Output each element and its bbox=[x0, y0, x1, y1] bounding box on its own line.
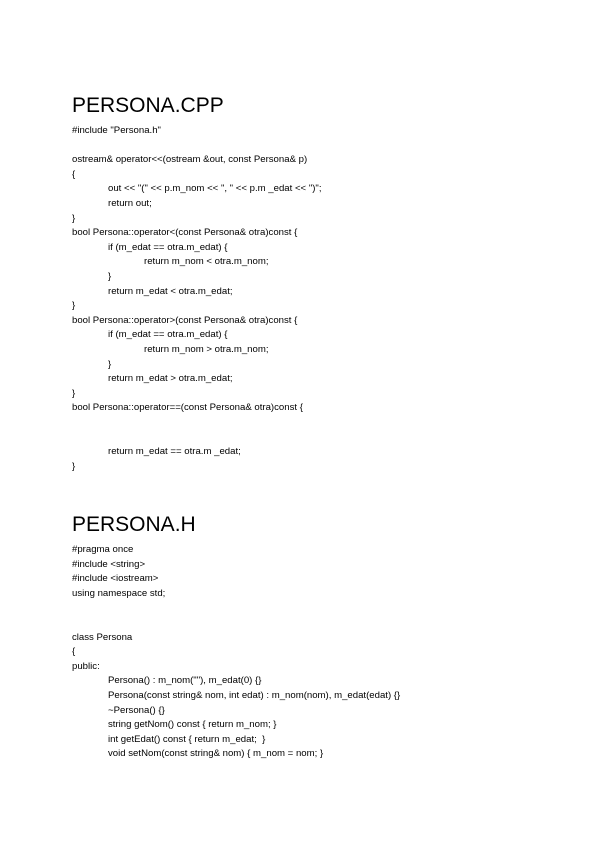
code-line: } bbox=[72, 300, 76, 312]
code-line bbox=[72, 616, 400, 631]
code-line: } bbox=[72, 212, 76, 224]
code-line: return m_nom > otra.m_nom; bbox=[144, 343, 269, 355]
code-line: string getNom() const { return m_nom; } bbox=[108, 719, 277, 731]
code-line: ostream& operator<<(ostream &out, const Persona& p) bbox=[72, 154, 308, 166]
code-line: if (m_edat == otra.m_edat) { bbox=[108, 329, 228, 341]
code-line: Persona(const string& nom, int edat) : m_nom(nom), m_edat(edat) {} bbox=[108, 689, 401, 701]
code-block-persona-h bbox=[72, 543, 400, 762]
code-line: #pragma once bbox=[72, 544, 134, 555]
code-line: #include <string> bbox=[72, 558, 146, 570]
code-line bbox=[72, 430, 322, 445]
code-line: return m_nom < otra.m_nom; bbox=[144, 256, 269, 268]
code-line: } bbox=[108, 270, 112, 282]
code-block-persona-cpp bbox=[72, 124, 322, 474]
code-line: #include "Persona.h" bbox=[72, 125, 161, 136]
code-line: return m_edat == otra.m _edat; bbox=[108, 446, 241, 458]
section-title-persona-cpp: PERSONA.CPP bbox=[72, 94, 224, 117]
code-line: { bbox=[72, 168, 76, 180]
code-line: if (m_edat == otra.m_edat) { bbox=[108, 241, 228, 253]
code-line: bool Persona::operator==(const Persona& otra)const { bbox=[72, 402, 303, 414]
code-line: } bbox=[72, 460, 76, 472]
code-line: Persona() : m_nom(""), m_edat(0) {} bbox=[108, 675, 262, 687]
code-line: class Persona bbox=[72, 631, 133, 643]
code-line: { bbox=[72, 646, 76, 658]
code-line: #include <iostream> bbox=[72, 573, 159, 585]
code-line: } bbox=[108, 358, 112, 370]
code-line: return m_edat > otra.m_edat; bbox=[108, 373, 233, 385]
code-line bbox=[72, 139, 322, 154]
code-line: bool Persona::operator<(const Persona& otra)const { bbox=[72, 227, 298, 239]
code-line bbox=[72, 416, 322, 431]
code-line: return m_edat < otra.m_edat; bbox=[108, 285, 233, 297]
code-line: ~Persona() {} bbox=[108, 704, 165, 716]
code-line: int getEdat() const { return m_edat; } bbox=[108, 733, 266, 745]
code-line: bool Persona::operator>(const Persona& otra)const { bbox=[72, 314, 298, 326]
code-line: return out; bbox=[108, 197, 152, 209]
code-line: public: bbox=[72, 660, 100, 672]
code-line bbox=[72, 601, 400, 616]
code-line: } bbox=[72, 387, 76, 399]
section-title-persona-h: PERSONA.H bbox=[72, 513, 196, 536]
code-line: using namespace std; bbox=[72, 587, 166, 599]
code-line: out << "(" << p.m_nom << ", " << p.m _edat << ")"; bbox=[108, 183, 322, 195]
code-line: void setNom(const string& nom) { m_nom = nom; } bbox=[108, 748, 324, 760]
